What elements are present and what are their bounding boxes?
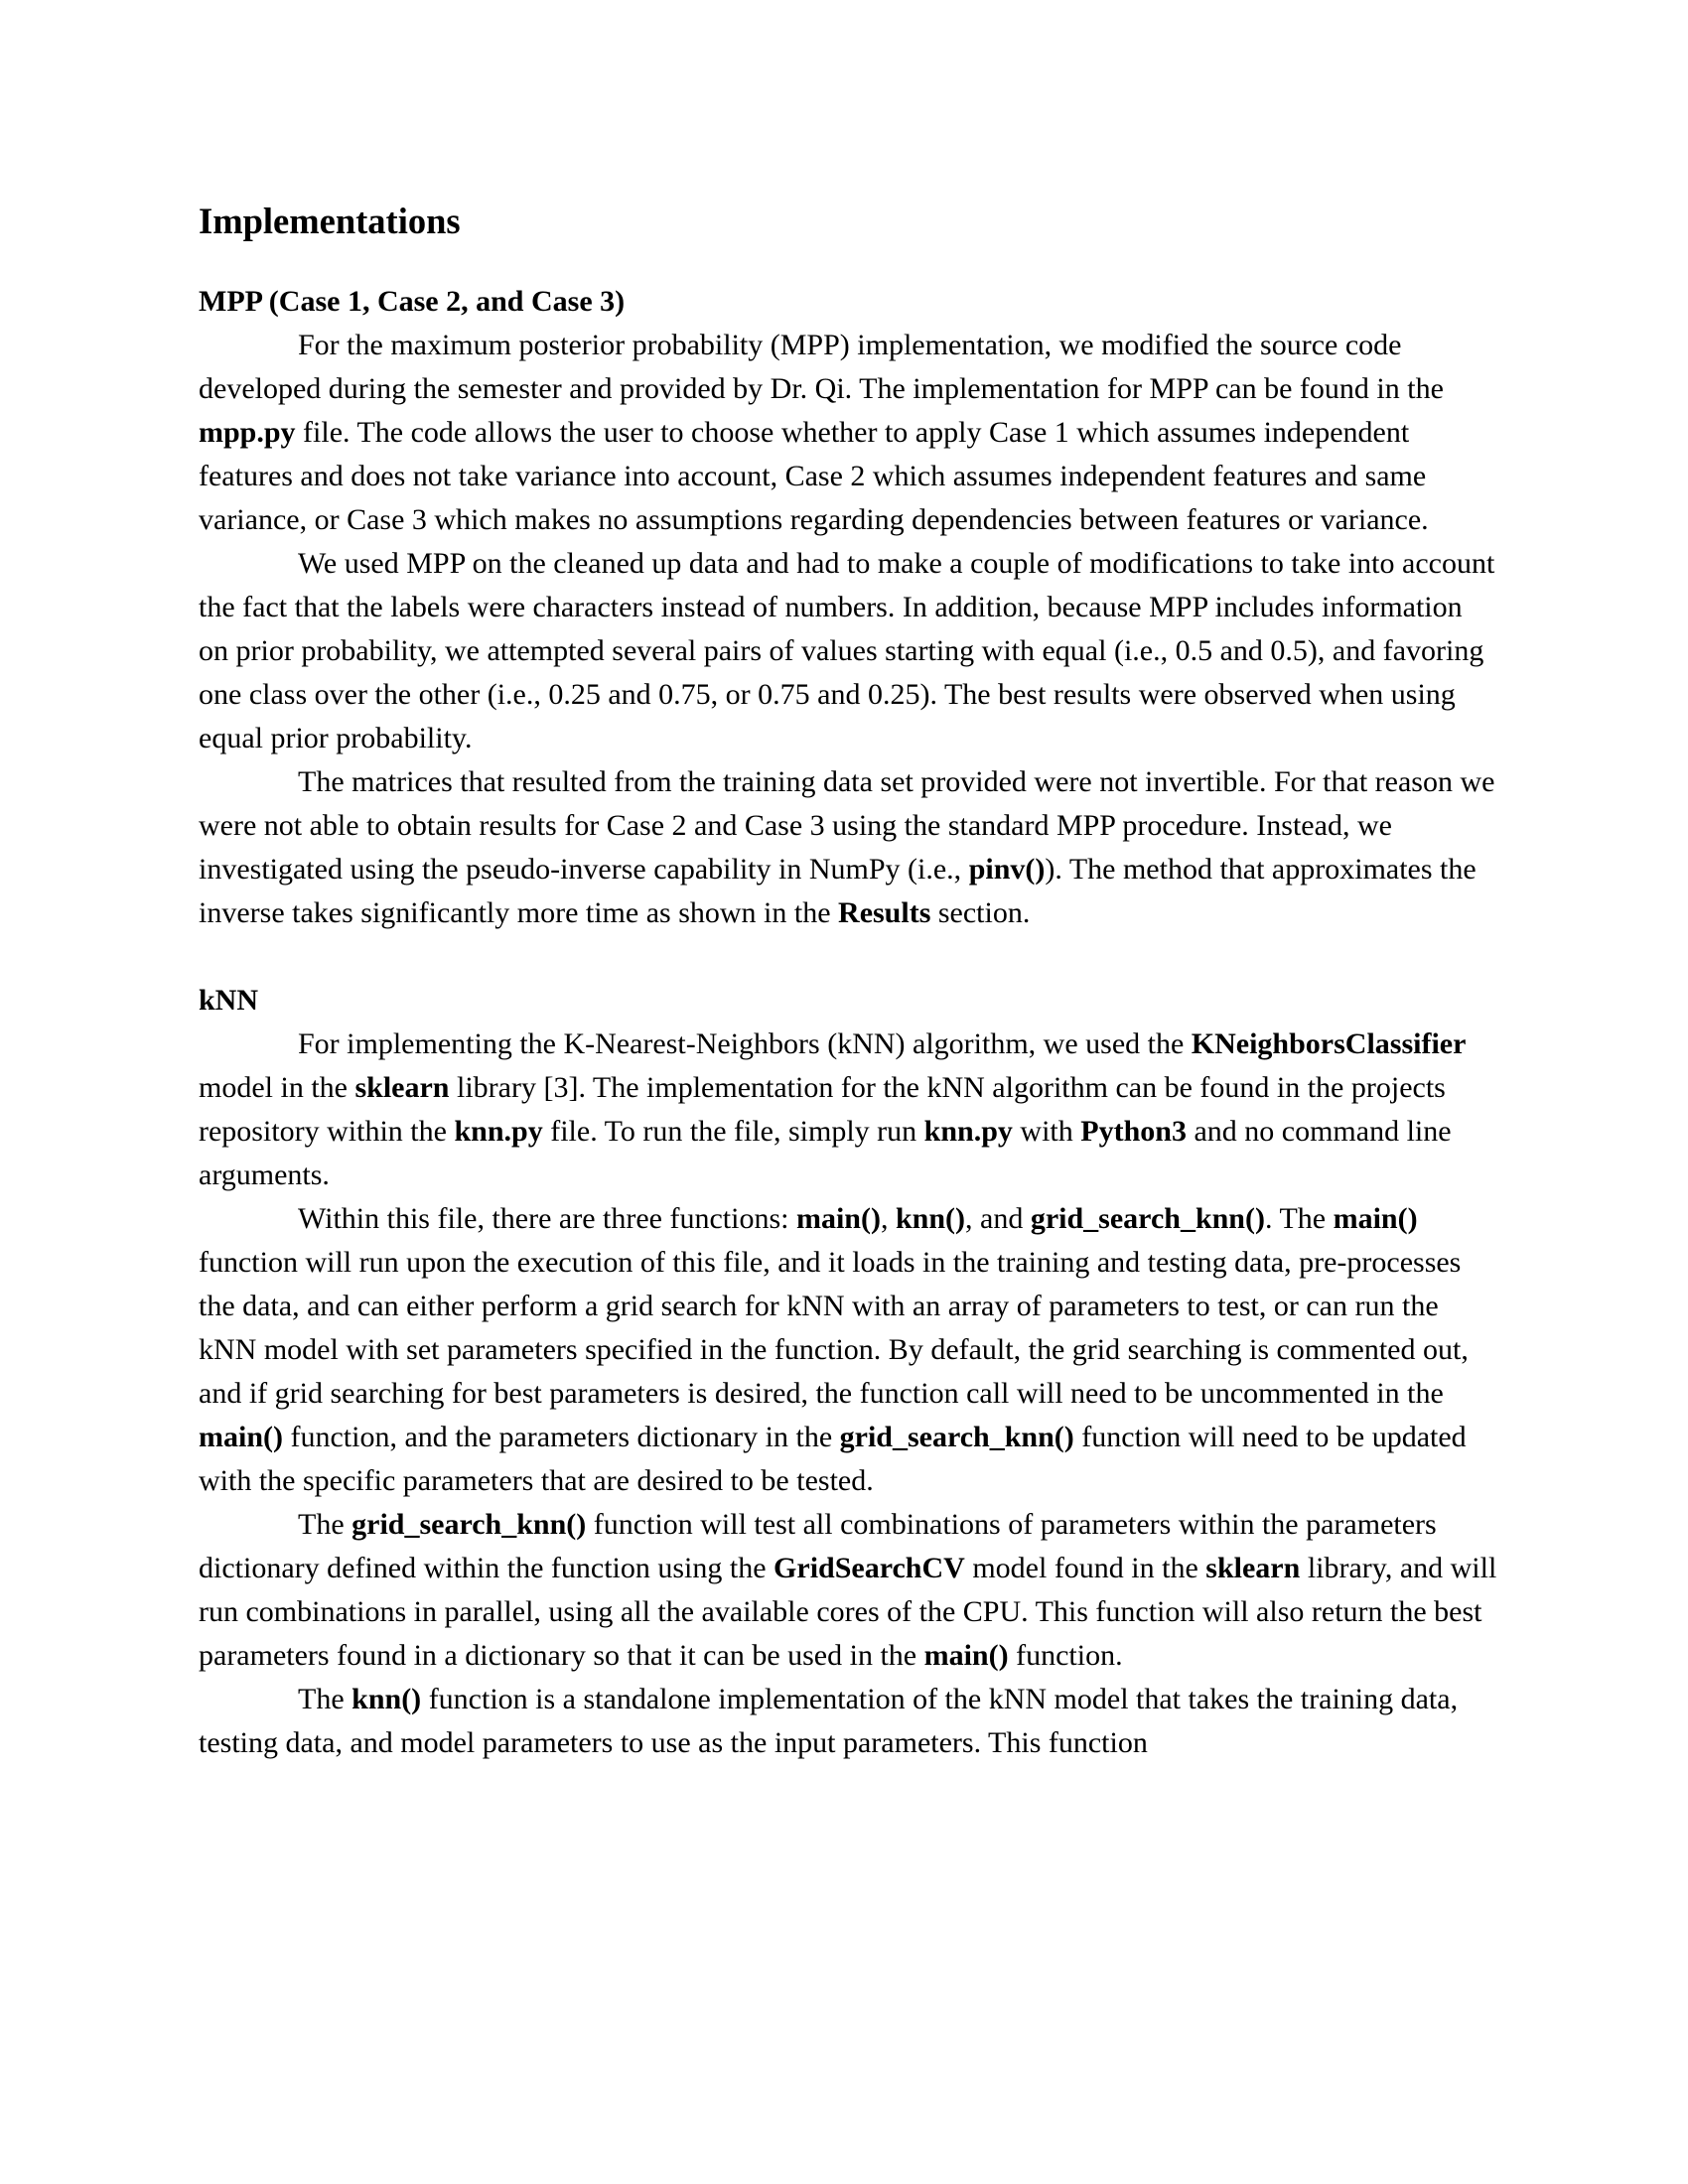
paragraph xyxy=(199,542,1499,760)
text-run: function will need to be updated with the specific parameters that are desired to be tested. xyxy=(199,1421,1467,1497)
text-run: The matrices that resulted from the training data set provided were not invertible. For that reason we were not able to obtain results for Case 2 and Case 3 using the standard MPP procedure. Instead, we investigated using the pseudo-inverse capability in NumPy (i.e., xyxy=(199,765,1495,886)
bold-term: KNeighborsClassifier xyxy=(1191,1027,1467,1060)
text-run: function, and the parameters dictionary in the xyxy=(283,1421,840,1453)
section-title-mpp: MPP (Case 1, Case 2, and Case 3) xyxy=(199,285,626,318)
bold-term: grid_search_knn() xyxy=(839,1421,1074,1453)
paragraph xyxy=(199,1197,1499,1503)
page-content xyxy=(199,195,1499,1765)
bold-term: main() xyxy=(199,1421,283,1453)
section-knn xyxy=(199,979,1499,1765)
text-run: function. xyxy=(1008,1639,1123,1672)
text-run: The xyxy=(298,1683,352,1715)
bold-term: grid_search_knn() xyxy=(352,1508,587,1541)
section-mpp xyxy=(199,280,1499,935)
text-run: model in the xyxy=(199,1071,355,1104)
text-run: function is a standalone implementation of the kNN model that takes the training data, testing data, and model parameters to use as the input parameters. This function xyxy=(199,1683,1459,1759)
bold-term: pinv() xyxy=(968,853,1046,886)
paragraph xyxy=(199,1503,1499,1678)
bold-term: knn() xyxy=(352,1683,422,1715)
bold-term: knn.py xyxy=(454,1115,543,1148)
bold-term: mpp.py xyxy=(199,416,296,449)
bold-term: grid_search_knn() xyxy=(1030,1202,1265,1235)
text-run: Within this file, there are three functions: xyxy=(298,1202,796,1235)
bold-term: Python3 xyxy=(1080,1115,1187,1148)
paragraph xyxy=(199,1023,1499,1197)
text-run: section. xyxy=(930,896,1031,929)
bold-term: main() xyxy=(1333,1202,1418,1235)
bold-term: main() xyxy=(923,1639,1009,1672)
bold-term: knn.py xyxy=(923,1115,1013,1148)
paragraph xyxy=(199,1678,1499,1765)
paragraph xyxy=(199,760,1499,935)
bold-term: knn() xyxy=(895,1202,966,1235)
text-run: For the maximum posterior probability (MPP) implementation, we modified the source code developed during the semester and provided by Dr. Qi. The implementation for MPP can be found in the xyxy=(199,329,1444,405)
text-run: ). The method that approximates the inverse takes significantly more time as shown in the xyxy=(199,853,1477,929)
text-run: , and xyxy=(965,1202,1031,1235)
text-run: library [3]. The implementation for the kNN algorithm can be found in the projects repository within the xyxy=(199,1071,1446,1148)
text-run: function will test all combinations of parameters within the parameters dictionary defined within the function using the xyxy=(199,1508,1437,1584)
paragraph xyxy=(199,324,1499,542)
text-run: The xyxy=(298,1508,352,1541)
text-run: , xyxy=(880,1202,896,1235)
bold-term: sklearn xyxy=(354,1071,450,1104)
text-run: model found in the xyxy=(964,1552,1206,1584)
bold-term: GridSearchCV xyxy=(774,1552,965,1584)
text-run: For implementing the K-Nearest-Neighbors (kNN) algorithm, we used the xyxy=(298,1027,1192,1060)
bold-term: Results xyxy=(838,896,931,929)
bold-term: sklearn xyxy=(1205,1552,1301,1584)
text-run: and no command line arguments. xyxy=(199,1115,1452,1191)
text-run: with xyxy=(1012,1115,1081,1148)
text-run: function will run upon the execution of this file, and it loads in the training and testing data, pre-processes the data, and can either perform a grid search for kNN with an array of parameters to test, or can run the kNN model with set parameters specified in the function. By default, the grid searching is commented out, and if grid searching for best parameters is desired, the function call will need to be uncommented in the xyxy=(199,1246,1469,1410)
text-run: . The xyxy=(1264,1202,1334,1235)
bold-term: main() xyxy=(795,1202,881,1235)
section-title-knn: kNN xyxy=(199,984,259,1017)
text-run: file. To run the file, simply run xyxy=(542,1115,924,1148)
page-title: Implementations xyxy=(199,201,461,241)
text-run: file. The code allows the user to choose whether to apply Case 1 which assumes independent features and does not take variance into account, Case 2 which assumes independent features and same variance, or Case 3 which makes no assumptions regarding dependencies between features or variance. xyxy=(199,416,1429,536)
text-run: library, and will run combinations in parallel, using all the available cores of the CPU. This function will also return the best parameters found in a dictionary so that it can be used in the xyxy=(199,1552,1497,1672)
text-run: We used MPP on the cleaned up data and had to make a couple of modifications to take into account the fact that the labels were characters instead of numbers. In addition, because MPP includes information on prior probability, we attempted several pairs of values starting with equal (i.e., 0.5 and 0.5), and favoring one class over the other (i.e., 0.25 and 0.75, or 0.75 and 0.25). The best results were observed when using equal prior probability. xyxy=(199,547,1495,754)
